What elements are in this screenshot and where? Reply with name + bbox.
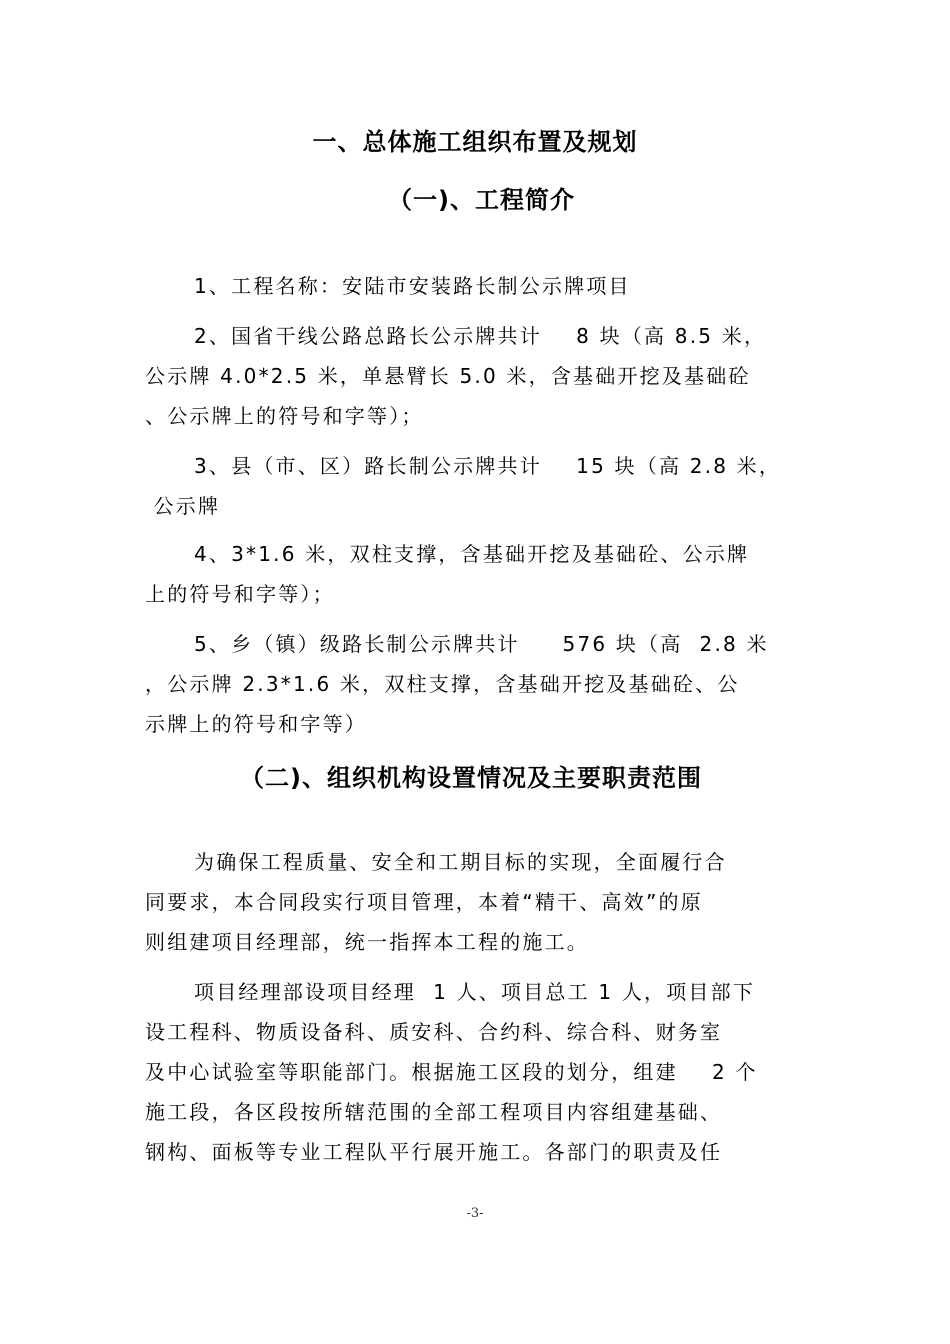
document-title: 一、总体施工组织布置及规划: [312, 128, 638, 156]
paragraph-line: 为确保工程质量、安全和工期目标的实现，全面履行合: [194, 850, 727, 874]
paragraph-line: ，公示牌 2.3*1.6 米，双柱支撑，含基础开挖及基础砼、公: [145, 672, 740, 696]
paragraph-line: 3、县（市、区）路长制公示牌共计 15 块（高 2.8 米，: [194, 454, 782, 478]
paragraph-line: 2、国省干线公路总路长公示牌共计 8 块（高 8.5 米，: [194, 324, 767, 348]
paragraph-line: 同要求，本合同段实行项目管理，本着“精干、高效”的原: [145, 890, 703, 914]
paragraph-line: 钢构、面板等专业工程队平行展开施工。各部门的职责及任: [145, 1140, 723, 1164]
paragraph-line: 上的符号和字等）；: [145, 582, 335, 606]
paragraph-line: 则组建项目经理部，统一指挥本工程的施工。: [145, 930, 589, 954]
paragraph-line: 、公示牌上的符号和字等）；: [145, 404, 424, 428]
paragraph-line: 4、3*1.6 米，双柱支撑，含基础开挖及基础砼、公示牌: [194, 542, 750, 566]
paragraph-line: 设工程科、物质设备科、质安科、合约科、综合科、财务室: [145, 1020, 723, 1044]
paragraph-line: 5、乡（镇）级路长制公示牌共计 576 块（高 2.8 米: [194, 632, 769, 656]
paragraph-line: 公示牌: [145, 494, 221, 518]
paragraph-line: 及中心试验室等职能部门。根据施工区段的划分，组建 2 个: [145, 1060, 758, 1084]
page-number: -3-: [466, 1206, 484, 1221]
paragraph-line: 项目经理部设项目经理 1 人、项目总工 1 人，项目部下: [194, 980, 756, 1004]
paragraph-line: 公示牌 4.0*2.5 米，单悬臂长 5.0 米，含基础开挖及基础砼: [145, 364, 751, 388]
paragraph-line: 示牌上的符号和字等）: [145, 712, 367, 736]
section2-heading: （二)、组织机构设置情况及主要职责范围: [240, 764, 702, 792]
paragraph-line: 1、工程名称：安陆市安装路长制公示牌项目: [194, 274, 631, 298]
paragraph-line: 施工段，各区段按所辖范围的全部工程项目内容组建基础、: [145, 1100, 723, 1124]
section1-heading: （一)、工程简介: [388, 186, 575, 214]
